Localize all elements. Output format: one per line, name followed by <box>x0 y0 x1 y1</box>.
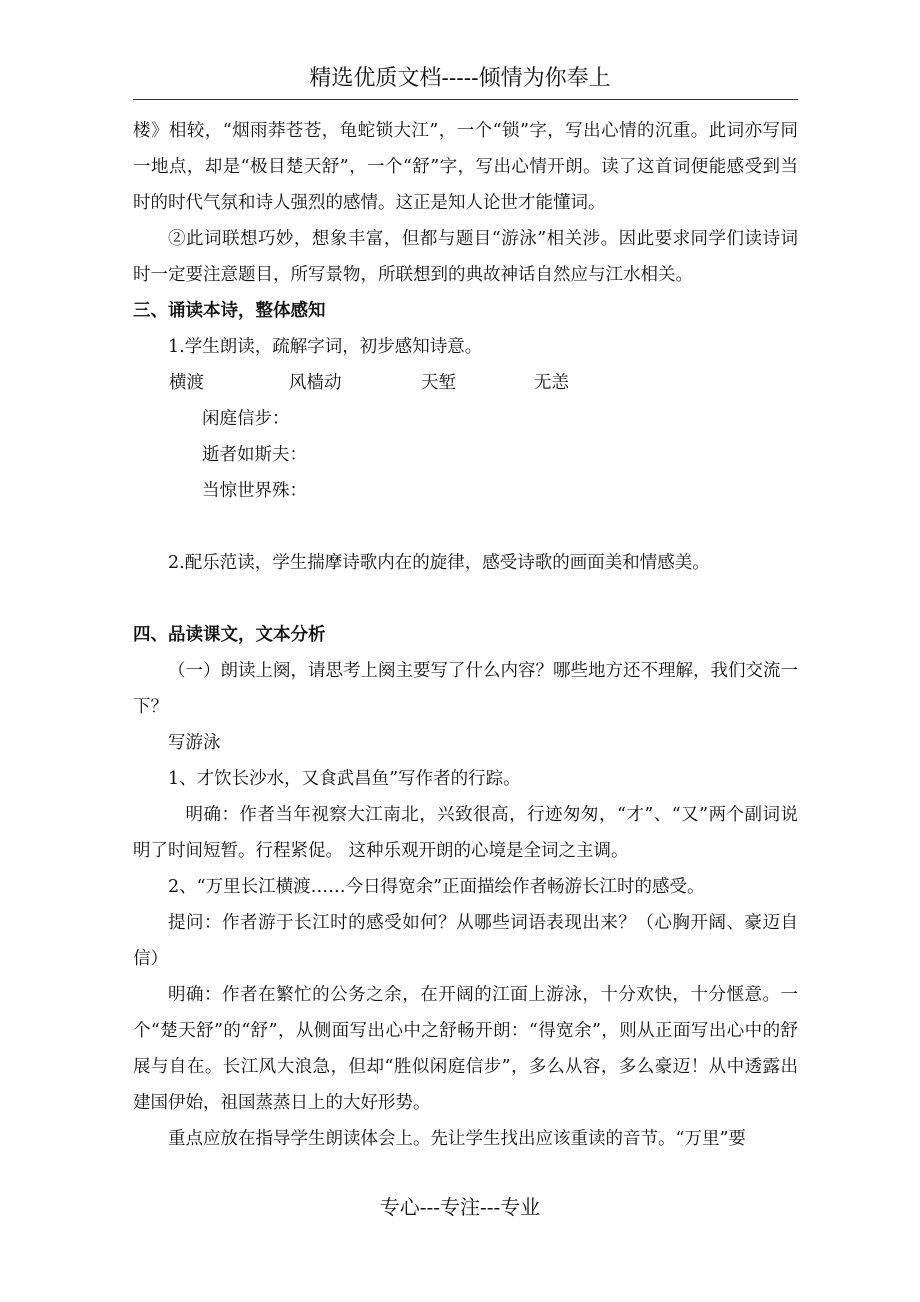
point-feeling: 2、“万里长江横渡……今日得宽余”正面描绘作者畅游长江时的感受。 <box>168 877 705 897</box>
point-itinerary: 1、才饮长沙水，又食武昌鱼”写作者的行踪。 <box>168 769 521 789</box>
paragraph-association: ②此词联想巧妙，想象丰富，但都与题目“游泳”相关涉。因此要求同学们读诗词时一定要注意题目，所写景物，所联想到的典故神话自然应与江水相关。 <box>133 229 798 285</box>
spacer <box>133 581 798 617</box>
step-music-reading: 2.配乐范读，学生揣摩诗歌内在的旋律，感受诗歌的画面美和情感美。 <box>168 553 710 573</box>
vocab-word: 横渡 <box>169 373 204 393</box>
vocab-word: 风樯动 <box>289 373 342 393</box>
header-divider <box>133 99 798 100</box>
spacer <box>133 509 798 545</box>
page-header: 精选优质文档-----倾情为你奉上 <box>309 66 611 91</box>
question-upper-stanza: （一）朗读上阕，请思考上阕主要写了什么内容？哪些地方还不理解，我们交流一下？ <box>133 661 798 717</box>
section-heading-recite: 三、诵读本诗，整体感知 <box>133 301 326 321</box>
document-body <box>133 113 798 1157</box>
vocab-word: 无恙 <box>534 373 569 393</box>
phrase-item: 逝者如斯夫： <box>202 445 307 465</box>
page-footer: 专心---专注---专业 <box>379 1195 541 1219</box>
phrase-item: 当惊世界殊： <box>202 481 307 501</box>
subheading-swimming: 写游泳 <box>168 733 221 753</box>
question-feeling: 提问：作者游于长江时的感受如何？从哪些词语表现出来？（心胸开阔、豪迈自信） <box>133 913 798 969</box>
paragraph-continuation: 楼》相较，“烟雨莽苍苍，龟蛇锁大江”，一个“锁”字，写出心情的沉重。此词亦写同一地点，却是“极目楚天舒”，一个“舒”字，写出心情开朗。读了这首词便能感受到当时的时代气氛和诗人强烈的感情。这正是知人论世才能懂词。 <box>133 121 798 213</box>
phrase-item: 闲庭信步： <box>202 409 290 429</box>
step-read-aloud: 1.学生朗读，疏解字词，初步感知诗意。 <box>168 337 483 357</box>
section-heading-analysis: 四、品读课文，文本分析 <box>133 625 326 645</box>
paragraph-reading-focus: 重点应放在指导学生朗读体会上。先让学生找出应该重读的音节。“万里”要 <box>168 1129 746 1149</box>
answer-itinerary: 明确：作者当年视察大江南北，兴致很高，行迹匆匆，“才”、“又”两个副词说明了时间短暂。行程紧促。 这种乐观开朗的心境是全词之主调。 <box>133 805 798 861</box>
answer-feeling: 明确：作者在繁忙的公务之余，在开阔的江面上游泳，十分欢快，十分惬意。一个“楚天舒”的“舒”，从侧面写出心中之舒畅开朗：“得宽余”，则从正面写出心中的舒展与自在。长江风大浪急，但却“胜似闲庭信步”，多么从容，多么豪迈！从中透露出建国伊始，祖国蒸蒸日上的大好形势。 <box>133 985 798 1113</box>
vocabulary-row <box>133 365 798 401</box>
vocab-word: 天堑 <box>421 373 456 393</box>
